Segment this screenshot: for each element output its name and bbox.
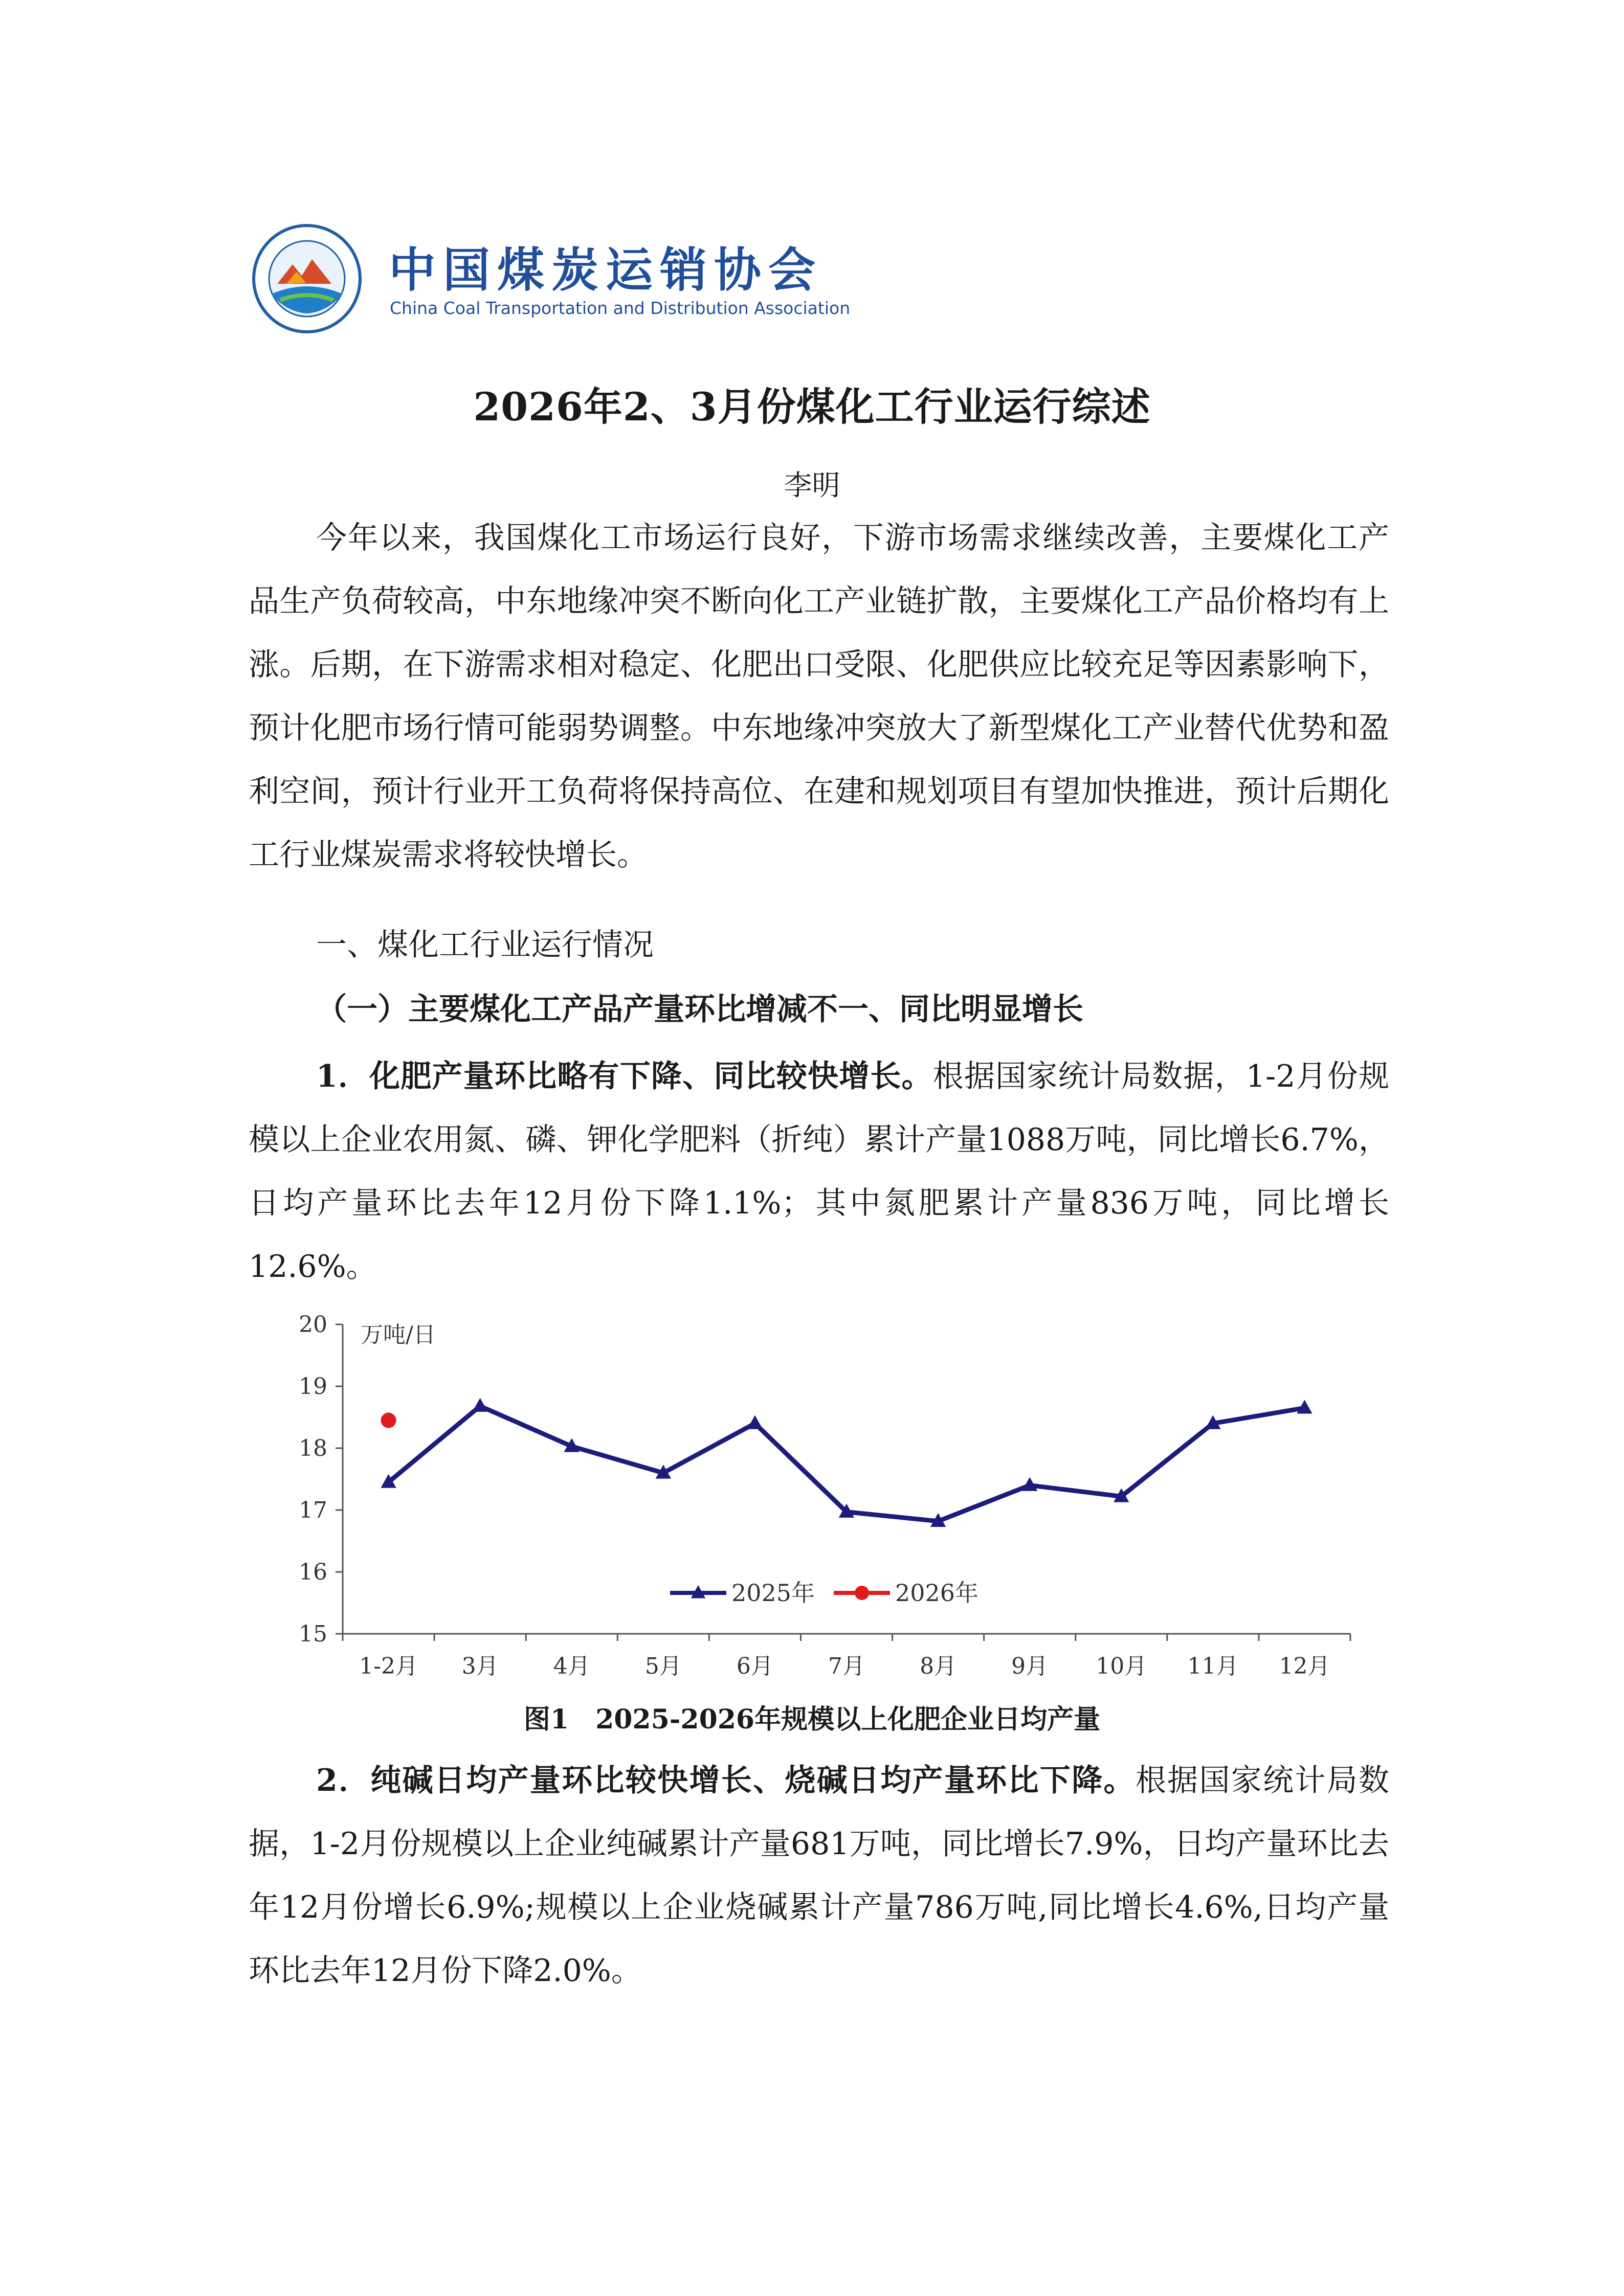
x-tick-label: 4月 bbox=[553, 1653, 590, 1679]
fertilizer-paragraph bbox=[249, 1045, 1389, 1298]
legend-swatch-marker bbox=[855, 1586, 869, 1600]
article-author: 李明 bbox=[784, 469, 840, 502]
figure-caption: 图1 2025-2026年规模以上化肥企业日均产量 bbox=[523, 1704, 1101, 1735]
fertilizer-lead: 1．化肥产量环比略有下降、同比较快增长。 bbox=[316, 1059, 933, 1094]
x-tick-label: 12月 bbox=[1279, 1653, 1330, 1679]
data-point bbox=[381, 1413, 396, 1428]
fertilizer-text: 根据国家统计局数据，1-2月份规模以上企业农用氮、磷、钾化学肥料（折纯）累计产量1088万吨，同比增长6.7%，日均产量环比去年12月份下降1.1%；其中氮肥累计产量836万吨，同比增长12.6%。 bbox=[249, 1059, 1389, 1285]
y-tick-label: 20 bbox=[299, 1312, 327, 1338]
legend-label: 2026年 bbox=[895, 1579, 979, 1607]
y-tick-label: 19 bbox=[299, 1374, 327, 1400]
x-tick-label: 11月 bbox=[1187, 1653, 1239, 1679]
unit-label: 万吨/日 bbox=[361, 1322, 436, 1348]
fertilizer-daily-output-chart bbox=[251, 1301, 1376, 1700]
association-name-en: China Coal Transportation and Distribution Association bbox=[390, 298, 851, 318]
x-tick-label: 8月 bbox=[920, 1653, 957, 1679]
chart-background bbox=[251, 1301, 1376, 1700]
x-tick-label: 1-2月 bbox=[359, 1653, 418, 1679]
association-emblem-icon bbox=[251, 222, 363, 335]
soda-text: 根据国家统计局数据，1-2月份规模以上企业纯碱累计产量681万吨，同比增长7.9%，日均产量环比去年12月份增长6.9%;规模以上企业烧碱累计产量786万吨,同比增长4.6%,日均产量环比去年12月份下降2.0%。 bbox=[249, 1763, 1390, 1989]
x-tick-label: 7月 bbox=[828, 1653, 865, 1679]
x-tick-label: 9月 bbox=[1011, 1653, 1049, 1679]
y-tick-label: 18 bbox=[299, 1435, 327, 1461]
soda-lead: 2．纯碱日均产量环比较快增长、烧碱日均产量环比下降。 bbox=[316, 1763, 1136, 1798]
x-tick-label: 3月 bbox=[461, 1653, 499, 1679]
soda-paragraph bbox=[249, 1749, 1389, 2002]
y-tick-label: 17 bbox=[299, 1497, 327, 1523]
intro-paragraph: 今年以来，我国煤化工市场运行良好，下游市场需求继续改善，主要煤化工产品生产负荷较高，中东地缘冲突不断向化工产业链扩散，主要煤化工产品价格均有上涨。后期，在下游需求相对稳定、化肥出口受限、化肥供应比较充足等因素影响下，预计化肥市场行情可能弱势调整。中东地缘冲突放大了新型煤化工产业替代优势和盈利空间，预计行业开工负荷将保持高位、在建和规划项目有望加快推进，预计后期化工行业煤炭需求将较快增长。 bbox=[249, 520, 1389, 873]
association-logo bbox=[251, 222, 851, 335]
y-tick-label: 15 bbox=[299, 1621, 327, 1647]
x-tick-label: 5月 bbox=[644, 1653, 682, 1679]
subsection-heading: （一）主要煤化工产品产量环比增减不一、同比明显增长 bbox=[316, 992, 1083, 1027]
x-tick-label: 10月 bbox=[1096, 1653, 1147, 1679]
section-heading: 一、煤化工行业运行情况 bbox=[316, 927, 654, 963]
association-name-cn: 中国煤炭运销协会 bbox=[389, 243, 823, 298]
x-tick-label: 6月 bbox=[736, 1653, 773, 1679]
line-chart bbox=[251, 1301, 1376, 1700]
y-tick-label: 16 bbox=[299, 1559, 327, 1585]
article-title: 2026年2、3月份煤化工行业运行综述 bbox=[473, 384, 1151, 430]
legend-label: 2025年 bbox=[731, 1579, 815, 1607]
